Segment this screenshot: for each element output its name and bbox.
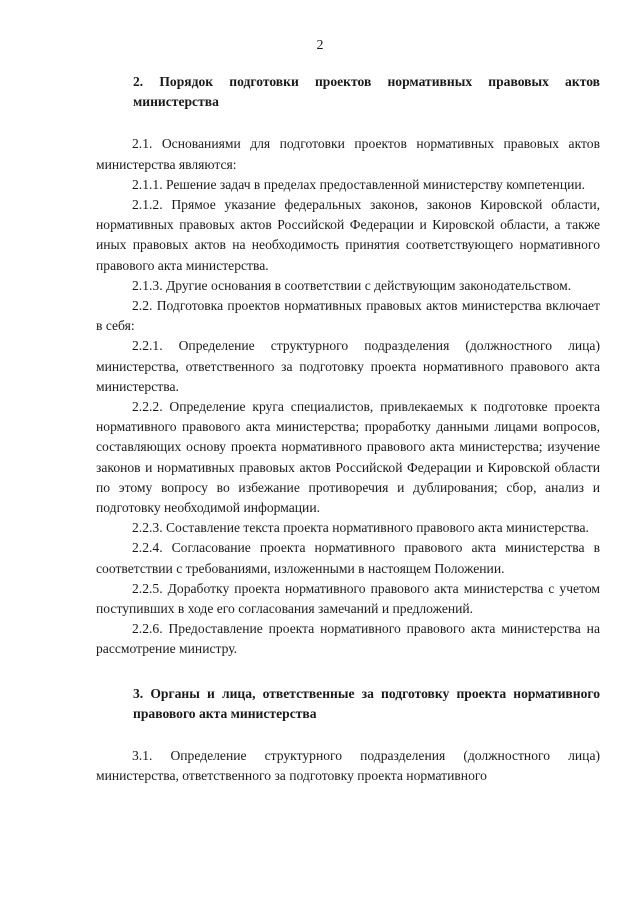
paragraph-2-1: 2.1. Основаниями для подготовки проектов нормативных правовых актов министерства являются: bbox=[96, 136, 600, 172]
section-2-heading: 2. Порядок подготовки проектов нормативных правовых актов министерства bbox=[133, 74, 600, 110]
paragraph-2-2-1: 2.2.1. Определение структурного подразделения (должностного лица) министерства, ответственного за подготовку проекта нормативного правового акта министерства. bbox=[96, 338, 600, 394]
paragraph-2-2-2: 2.2.2. Определение круга специалистов, привлекаемых к подготовке проекта нормативного правового акта министерства; проработку данными лицами вопросов, составляющих основу проекта нормативного правового акта министерства; изучение законов и нормативных правовых актов Российской Федерации и Кировской области по этому вопросу во избежание противоречия и дублирования; сбор, анализ и подготовку необходимой информации. bbox=[96, 399, 600, 516]
paragraph-2-2-4: 2.2.4. Согласование проекта нормативного правового акта министерства в соответствии с требованиями, изложенными в настоящем Положении. bbox=[96, 540, 600, 576]
document-body bbox=[96, 72, 600, 787]
section-2-body bbox=[96, 134, 600, 659]
paragraph-2-1-1: 2.1.1. Решение задач в пределах предоставленной министерству компетенции. bbox=[132, 176, 586, 192]
page-number: 2 bbox=[316, 38, 324, 53]
section-3-heading: 3. Органы и лица, ответственные за подготовку проекта нормативного правового акта министерства bbox=[133, 685, 600, 721]
section-3-body bbox=[96, 746, 600, 786]
paragraph-2-2-6: 2.2.6. Предоставление проекта нормативного правового акта министерства на рассмотрение министру. bbox=[96, 621, 600, 657]
paragraph-3-1: 3.1. Определение структурного подразделения (должностного лица) министерства, ответственного за подготовку проекта нормативного bbox=[96, 748, 600, 784]
paragraph-2-2-3: 2.2.3. Составление текста проекта нормативного правового акта министерства. bbox=[132, 520, 589, 536]
paragraph-2-1-3: 2.1.3. Другие основания в соответствии с действующим законодательством. bbox=[132, 277, 572, 293]
paragraph-2-1-2: 2.1.2. Прямое указание федеральных законов, законов Кировской области, нормативных правовых актов Российской Федерации и Кировской области, а также иных правовых актов на необходимость принятия соответствующего нормативного правового акта министерства. bbox=[96, 197, 600, 273]
paragraph-2-2: 2.2. Подготовка проектов нормативных правовых актов министерства включает в себя: bbox=[96, 298, 600, 334]
paragraph-2-2-5: 2.2.5. Доработку проекта нормативного правового акта министерства с учетом поступивших в ходе его согласования замечаний и предложений. bbox=[96, 580, 600, 617]
